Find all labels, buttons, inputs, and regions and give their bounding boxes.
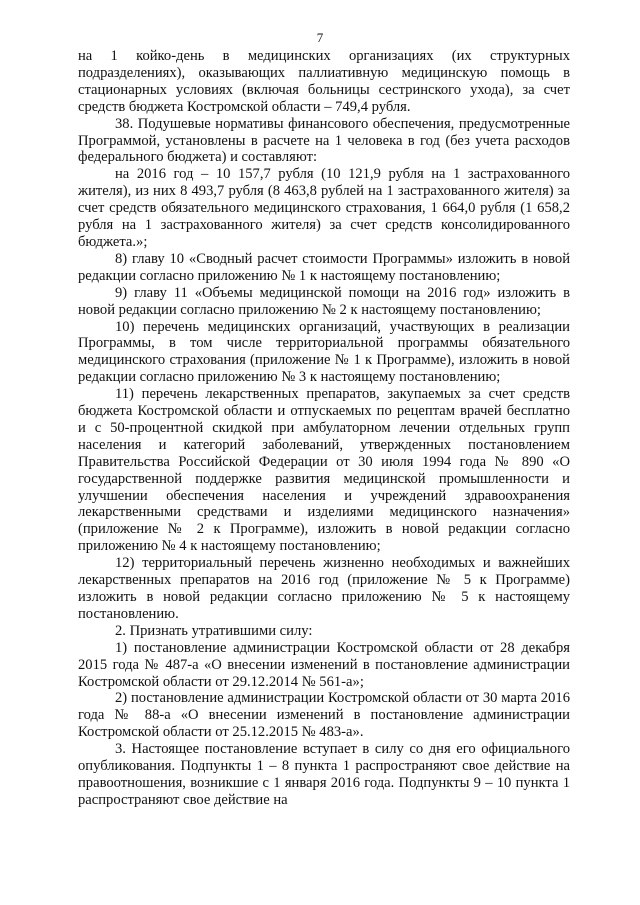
paragraph-item-3: 3. Настоящее постановление вступает в силу со дня его официального опубликования. Подпункты 1 – 8 пункта 1 распространяют свое действие на правоотношения, возникшие с 1 января 2016 года. Подпункты 9 – 10 пункта 1 распространяют свое действие на [78, 741, 570, 808]
paragraph-subitem-8: 8) главу 10 «Сводный расчет стоимости Программы» изложить в новой редакции согласно приложению № 1 к настоящему постановлению; [78, 250, 570, 284]
paragraph-item-38: 38. Подушевые нормативы финансового обеспечения, предусмотренные Программой, установлены в расчете на 1 человека в год (без учета расходов федерального бюджета) и составляют: [78, 115, 570, 166]
paragraph-repeal-2: 2) постановление администрации Костромской области от 30 марта 2016 года № 88-а «О внесении изменений в постановление администрации Костромской области от 25.12.2015 № 483-а». [78, 690, 570, 741]
paragraph-item-2: 2. Признать утратившими силу: [115, 622, 313, 639]
paragraph-subitem-10: 10) перечень медицинских организаций, участвующих в реализации Программы, в том числе территориальной программы обязательного медицинского страхования (приложение № 1 к Программе), изложить в новой редакции согласно приложению № 3 к настоящему постановлению; [78, 318, 570, 386]
paragraph-2016-norms: на 2016 год – 10 157,7 рубля (10 121,9 рубля на 1 застрахованного жителя), из них 8 493,7 рубля (8 463,8 рублей на 1 застрахованного жителя) за счет средств обязательного медицинского страхования, 1 664,0 рубля (1 658,2 рубля на 1 застрахованного жителя) за счет средств консолидированного бюджета.»; [78, 166, 570, 250]
page-number: 7 [316, 30, 324, 45]
paragraph-subitem-9: 9) главу 11 «Объемы медицинской помощи на 2016 год» изложить в новой редакции согласно приложению № 2 к настоящему постановлению; [78, 284, 570, 318]
paragraph-repeal-1: 1) постановление администрации Костромской области от 28 декабря 2015 года № 487-а «О внесении изменений в постановление администрации Костромской области от 29.12.2014 № 561-а»; [78, 639, 570, 690]
document-body [78, 48, 570, 809]
paragraph-subitem-11: 11) перечень лекарственных препаратов, закупаемых за счет средств бюджета Костромской области и отпускаемых по рецептам врачей бесплатно и с 50-процентной скидкой при амбулаторном лечении отдельных групп населения и категорий заболеваний, утвержденных постановлением Правительства Российской Федерации от 30 июля 1994 года № 890 «О государственной поддержке развития медицинской промышленности и улучшении обеспечения населения и учреждений здравоохранения лекарственными средствами и изделиями медицинского назначения» (приложение № 2 к Программе), изложить в новой редакции согласно приложению № 4 к настоящему постановлению; [78, 386, 570, 555]
paragraph-subitem-12: 12) территориальный перечень жизненно необходимых и важнейших лекарственных препаратов на 2016 год (приложение № 5 к Программе) изложить в новой редакции согласно приложению № 5 к настоящему постановлению. [78, 555, 570, 622]
paragraph-palliative-norm: на 1 койко-день в медицинских организациях (их структурных подразделениях), оказывающих паллиативную медицинскую помощь в стационарных условиях (включая больницы сестринского ухода), за счет средств бюджета Костромской области – 749,4 рубля. [78, 48, 570, 115]
